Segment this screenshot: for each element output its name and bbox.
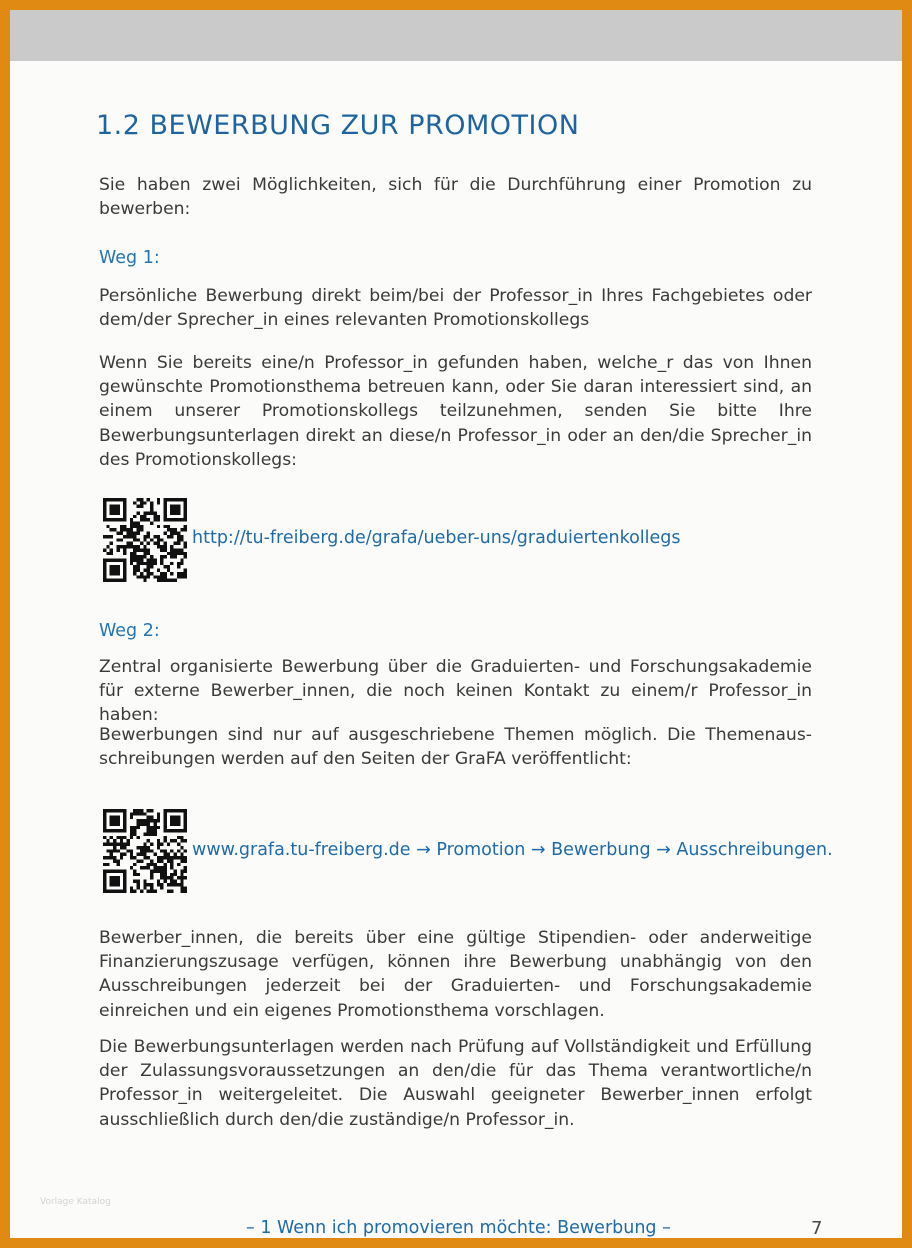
document-page — [10, 10, 902, 1238]
page-heading: 1.2 BEWERBUNG ZUR PROMOTION — [96, 110, 580, 141]
stipendien-paragraph: Bewerber_innen, die bereits über eine gültige Stipendien- oder anderweitige Finanzierungszusage verfügen, können ihre Bewerbung unabhängig von den Ausschreibungen jederzeit bei der Graduierten- und Forschungsakademie einreichen und ein eigenes Promotionsthema vorschlagen. — [99, 928, 812, 1021]
ausschreibungen-link[interactable]: www.grafa.tu-freiberg.de → Promotion → Bewerbung → Ausschreibungen. — [192, 840, 833, 860]
weg1-paragraph-1: Persönliche Bewerbung direkt beim/bei der Professor_in Ihres Fachgebietes oder dem/der Sprecher_in eines relevanten Promotionskollegs — [99, 286, 812, 331]
qr-code-icon — [103, 498, 187, 582]
page-footer: – 1 Wenn ich promovieren möchte: Bewerbung – — [246, 1218, 671, 1238]
weg1-paragraph-2: Wenn Sie bereits eine/n Professor_in gefunden haben, welche_r das von Ihnen gewünschte Promotionsthema betreuen kann, oder Sie daran interessiert sind, an einem unserer Promotionskollegs teilzunehmen, senden Sie bitte Ihre Bewerbungsunterlagen direkt an diese/n Professor_in oder an den/die Sprecher_in des Promotionskollegs: — [99, 353, 812, 470]
page-number: 7 — [811, 1218, 823, 1238]
intro-paragraph: Sie haben zwei Möglichkeiten, sich für die Durchführung einer Promotion zu bewerben: — [99, 175, 812, 220]
weg2-paragraph-1: Zentral organisierte Bewerbung über die Graduierten- und Forschungsakademie für externe Bewerber_innen, die noch keinen Kontakt zu einem/r Professor_in haben: — [99, 657, 812, 726]
weg1-title: Weg 1: — [99, 248, 160, 268]
qr-code-icon — [103, 809, 187, 893]
weg2-paragraph-2: Bewerbungen sind nur auf ausgeschriebene Themen möglich. Die Themenausschreibungen werden auf den Seiten der GraFA veröffentlicht: — [99, 725, 812, 770]
watermark: Vorlage Katalog — [40, 1197, 111, 1207]
top-bar — [10, 10, 902, 61]
weg2-title: Weg 2: — [99, 621, 160, 641]
pruefung-paragraph: Die Bewerbungsunterlagen werden nach Prüfung auf Vollständigkeit und Erfüllung der Zulassungsvoraussetzungen an den/die für das Thema verantwortliche/n Professor_in weitergeleitet. Die Auswahl geeigneter Bewerber_innen erfolgt ausschließlich durch den/die zuständige/n Professor_in. — [99, 1037, 812, 1130]
graduiertenkollegs-link[interactable]: http://tu-freiberg.de/grafa/ueber-uns/graduiertenkollegs — [192, 528, 681, 548]
